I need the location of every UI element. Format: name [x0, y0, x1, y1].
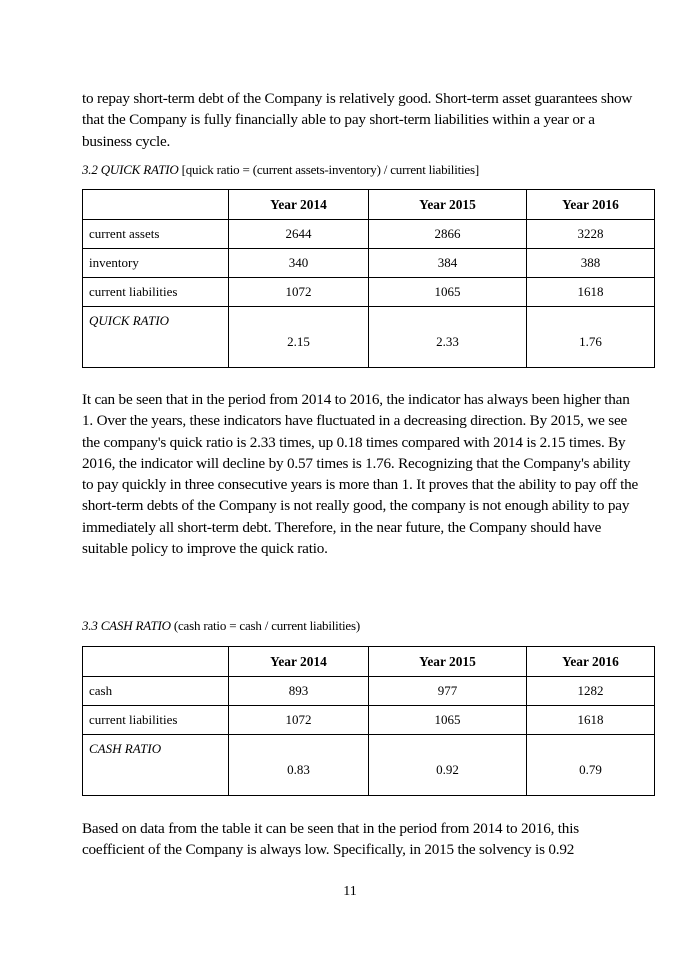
- ratio-value: 0.83: [229, 735, 369, 796]
- row-label: current liabilities: [83, 706, 229, 735]
- cell-value: 893: [229, 677, 369, 706]
- header-cell: Year 2015: [369, 190, 527, 220]
- ratio-label: QUICK RATIO: [83, 307, 229, 368]
- row-label: inventory: [83, 249, 229, 278]
- cash-ratio-title: 3.3 CASH RATIO: [82, 618, 171, 633]
- cash-ratio-analysis-paragraph: Based on data from the table it can be seen that in the period from 2014 to 2016, this coefficient of the Company is always low. Specifically, in 2015 the solvency is 0.92: [82, 820, 579, 859]
- ratio-value: 1.76: [527, 307, 655, 368]
- cell-value: 1618: [527, 706, 655, 735]
- cell-value: 1065: [369, 278, 527, 307]
- cell-value: 2644: [229, 220, 369, 249]
- cell-value: 340: [229, 249, 369, 278]
- cell-value: 2866: [369, 220, 527, 249]
- cash-ratio-formula: (cash ratio = cash / current liabilities): [170, 618, 360, 633]
- header-cell: Year 2014: [229, 647, 369, 677]
- header-cell: Year 2015: [369, 647, 527, 677]
- row-label: current liabilities: [83, 278, 229, 307]
- row-label: cash: [83, 677, 229, 706]
- quick-ratio-caption: [82, 162, 479, 178]
- quick-ratio-formula: [quick ratio = (current assets-inventory) / current liabilities]: [178, 162, 479, 177]
- ratio-value: 0.79: [527, 735, 655, 796]
- table-row: [83, 677, 655, 706]
- cell-value: 1065: [369, 706, 527, 735]
- ratio-row: [83, 307, 655, 368]
- cell-value: 388: [527, 249, 655, 278]
- header-cell: [83, 190, 229, 220]
- cell-value: 977: [369, 677, 527, 706]
- cash-ratio-caption: [82, 618, 360, 634]
- cell-value: 1282: [527, 677, 655, 706]
- header-cell: Year 2016: [527, 190, 655, 220]
- header-cell: Year 2016: [527, 647, 655, 677]
- quick-ratio-title: 3.2 QUICK RATIO: [82, 162, 179, 177]
- table-row: [83, 220, 655, 249]
- header-cell: [83, 647, 229, 677]
- page-number: 11: [343, 884, 357, 899]
- quick-ratio-table: [82, 189, 655, 368]
- table-header-row: [83, 190, 655, 220]
- table-row: [83, 278, 655, 307]
- cell-value: 384: [369, 249, 527, 278]
- row-label: current assets: [83, 220, 229, 249]
- ratio-label: CASH RATIO: [83, 735, 229, 796]
- ratio-value: 0.92: [369, 735, 527, 796]
- cell-value: 1072: [229, 278, 369, 307]
- table-row: [83, 706, 655, 735]
- ratio-value: 2.33: [369, 307, 527, 368]
- cell-value: 3228: [527, 220, 655, 249]
- table-row: [83, 249, 655, 278]
- table-header-row: [83, 647, 655, 677]
- cell-value: 1072: [229, 706, 369, 735]
- header-cell: Year 2014: [229, 190, 369, 220]
- cell-value: 1618: [527, 278, 655, 307]
- ratio-row: [83, 735, 655, 796]
- quick-ratio-analysis-paragraph: It can be seen that in the period from 2014 to 2016, the indicator has always been higher than 1. Over the years, these indicators have fluctuated in a decreasing direction. By 2015, we see the company's quick ratio is 2.33 times, up 0.18 times compared with 2014 is 2.15 times. By 2016, the indicator will decline by 0.57 times is 1.76. Recognizing that the Company's ability to pay quickly in three consecutive years is more than 1. It proves that the ability to pay off the short-term debts of the Company is not really good, the company is not enough ability to pay immediately all short-term debt. Therefore, in the near future, the Company should have suitable policy to improve the quick ratio.: [82, 391, 639, 558]
- cash-ratio-table: [82, 646, 655, 796]
- intro-paragraph: to repay short-term debt of the Company is relatively good. Short-term asset guarantees show that the Company is fully financially able to pay short-term liabilities within a year or a business cycle.: [82, 90, 633, 150]
- ratio-value: 2.15: [229, 307, 369, 368]
